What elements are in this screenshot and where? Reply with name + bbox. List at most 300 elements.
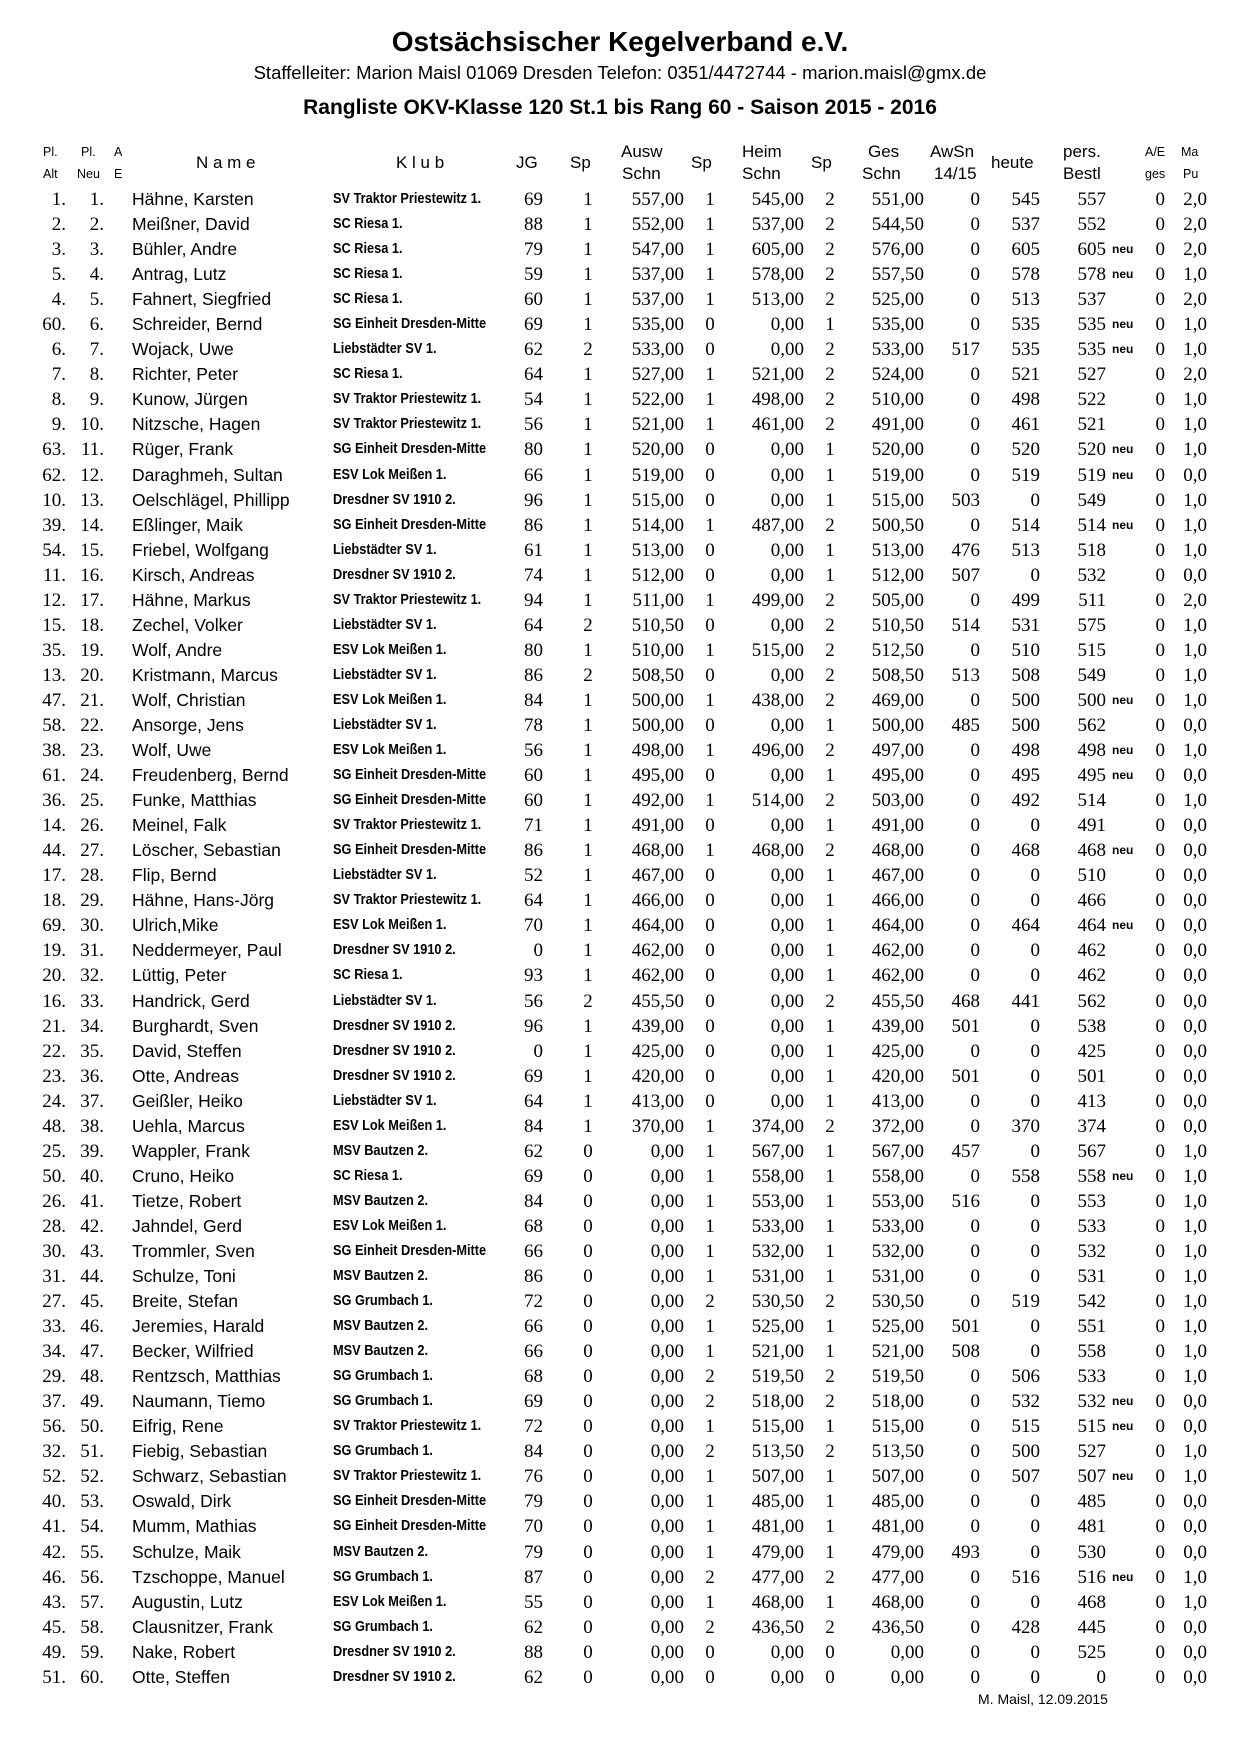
cell-heute: 0 — [1030, 1065, 1040, 1087]
cell-sp1: 1 — [583, 314, 593, 336]
cell-pl-alt: 51. — [42, 1666, 66, 1688]
cell-klub: SG Einheit Dresden-Mitte — [333, 1242, 487, 1259]
cell-mapu: 2,0 — [1183, 289, 1207, 311]
cell-ausw: 467,00 — [631, 865, 684, 887]
col-name: N a m e — [196, 153, 256, 172]
cell-klub: Liebstädter SV 1. — [333, 541, 437, 558]
cell-ges: 535,00 — [871, 314, 924, 336]
cell-aeges: 0 — [1155, 1090, 1165, 1112]
cell-name: Flip, Bernd — [132, 865, 217, 886]
table-row — [0, 187, 1240, 212]
cell-ausw: 500,00 — [631, 714, 684, 736]
cell-pl-alt: 47. — [42, 689, 66, 711]
cell-klub: Dresdner SV 1910 2. — [333, 1668, 456, 1685]
cell-name: Tietze, Robert — [132, 1190, 242, 1211]
cell-sp2: 1 — [705, 1466, 715, 1488]
cell-pl-alt: 6. — [51, 339, 66, 361]
cell-sp2: 1 — [705, 790, 715, 812]
cell-pl-alt: 60. — [42, 314, 66, 336]
cell-ges: 567,00 — [871, 1140, 924, 1162]
cell-jg: 69 — [524, 1065, 543, 1087]
cell-ges: 553,00 — [871, 1190, 924, 1212]
cell-pers: 532 — [1077, 564, 1106, 586]
cell-aeges: 0 — [1155, 1190, 1165, 1212]
cell-ges: 477,00 — [871, 1566, 924, 1588]
cell-sp1: 1 — [583, 890, 593, 912]
cell-klub: SC Riesa 1. — [333, 291, 403, 308]
cell-pl-neu: 30. — [80, 915, 104, 937]
cell-sp3: 2 — [825, 1441, 835, 1463]
cell-pers: 500 — [1077, 689, 1106, 711]
cell-ausw: 0,00 — [650, 1391, 684, 1413]
cell-ges: 467,00 — [871, 865, 924, 887]
table-row — [0, 613, 1240, 638]
cell-name: Becker, Wilfried — [132, 1341, 254, 1362]
cell-klub: SC Riesa 1. — [333, 266, 403, 283]
cell-name: Cruno, Heiko — [132, 1165, 235, 1186]
cell-klub: Liebstädter SV 1. — [333, 1092, 437, 1109]
col-ges-2: Schn — [862, 164, 901, 183]
cell-aeges: 0 — [1155, 1266, 1165, 1288]
cell-heim: 578,00 — [751, 264, 804, 286]
cell-klub: ESV Lok Meißen 1. — [333, 466, 447, 483]
cell-sp2: 1 — [705, 389, 715, 411]
cell-jg: 61 — [524, 539, 543, 561]
cell-pl-neu: 13. — [80, 489, 104, 511]
cell-name: Augustin, Lutz — [132, 1591, 243, 1612]
cell-jg: 94 — [524, 589, 543, 611]
cell-pers: 533 — [1077, 1366, 1106, 1388]
cell-sp1: 1 — [583, 865, 593, 887]
cell-sp2: 0 — [705, 614, 715, 636]
cell-sp1: 2 — [583, 990, 593, 1012]
cell-ges: 520,00 — [871, 439, 924, 461]
cell-ausw: 0,00 — [650, 1165, 684, 1187]
table-row — [0, 337, 1240, 362]
cell-ges: 518,00 — [871, 1391, 924, 1413]
cell-sp2: 1 — [705, 1266, 715, 1288]
cell-sp1: 1 — [583, 364, 593, 386]
cell-aeges: 0 — [1155, 1165, 1165, 1187]
cell-ges: 495,00 — [871, 765, 924, 787]
cell-heute: 0 — [1030, 1190, 1040, 1212]
cell-heute: 514 — [1011, 514, 1040, 536]
cell-aeges: 0 — [1155, 1341, 1165, 1363]
cell-pers: 557 — [1077, 189, 1106, 210]
cell-heute: 370 — [1011, 1115, 1040, 1137]
cell-mapu: 1,0 — [1183, 664, 1207, 686]
cell-sp2: 0 — [705, 539, 715, 561]
cell-ausw: 0,00 — [650, 1616, 684, 1638]
table-row — [0, 1114, 1240, 1139]
table-row — [0, 588, 1240, 613]
signature-date: M. Maisl, 12.09.2015 — [978, 1691, 1108, 1707]
cell-heute: 506 — [1011, 1366, 1040, 1388]
cell-heute: 0 — [1030, 1240, 1040, 1262]
cell-heim: 533,00 — [751, 1215, 804, 1237]
cell-aeges: 0 — [1155, 639, 1165, 661]
cell-ausw: 537,00 — [631, 289, 684, 311]
cell-pl-neu: 50. — [80, 1416, 104, 1438]
cell-heute: 0 — [1030, 890, 1040, 912]
cell-pers: 511 — [1078, 589, 1106, 611]
cell-name: Jahndel, Gerd — [132, 1215, 242, 1236]
cell-ausw: 439,00 — [631, 1015, 684, 1037]
cell-mapu: 1,0 — [1183, 689, 1207, 711]
cell-ausw: 512,00 — [631, 564, 684, 586]
cell-klub: SG Grumbach 1. — [333, 1443, 433, 1460]
table-row — [0, 1139, 1240, 1164]
cell-klub: SC Riesa 1. — [333, 366, 403, 383]
cell-awsn: 0 — [970, 1416, 980, 1438]
cell-sp3: 2 — [825, 614, 835, 636]
cell-pl-neu: 3. — [89, 239, 104, 261]
cell-sp2: 0 — [705, 1040, 715, 1062]
cell-sp1: 1 — [583, 589, 593, 611]
cell-mapu: 0,0 — [1183, 564, 1207, 586]
cell-klub: SV Traktor Priestewitz 1. — [333, 817, 482, 834]
cell-ges: 525,00 — [871, 289, 924, 311]
cell-sp3: 1 — [825, 1240, 835, 1262]
cell-jg: 66 — [524, 464, 543, 486]
cell-pers: 498 — [1077, 740, 1106, 762]
cell-awsn: 517 — [951, 339, 980, 361]
cell-ges: 510,50 — [871, 614, 924, 636]
cell-pl-neu: 24. — [80, 765, 104, 787]
cell-sp3: 2 — [825, 264, 835, 286]
cell-pl-alt: 10. — [42, 489, 66, 511]
cell-name: Freudenberg, Bernd — [132, 765, 289, 786]
cell-pl-neu: 38. — [80, 1115, 104, 1137]
cell-heute: 545 — [1011, 189, 1040, 210]
cell-awsn: 0 — [970, 514, 980, 536]
cell-ges: 505,00 — [871, 589, 924, 611]
cell-name: Lüttig, Peter — [132, 965, 227, 986]
cell-ausw: 537,00 — [631, 264, 684, 286]
cell-aeges: 0 — [1155, 464, 1165, 486]
cell-sp1: 0 — [583, 1591, 593, 1613]
cell-pers: 558 — [1077, 1341, 1106, 1363]
cell-awsn: 0 — [970, 965, 980, 987]
cell-heim: 0,00 — [770, 815, 804, 837]
col-sp3: Sp — [811, 153, 832, 172]
cell-ausw: 0,00 — [650, 1140, 684, 1162]
table-row — [0, 362, 1240, 387]
cell-aeges: 0 — [1155, 990, 1165, 1012]
cell-pers: 521 — [1077, 414, 1106, 436]
cell-heute: 0 — [1030, 1591, 1040, 1613]
cell-mapu: 1,0 — [1183, 1165, 1207, 1187]
cell-sp1: 1 — [583, 765, 593, 787]
cell-pl-neu: 14. — [80, 514, 104, 536]
cell-aeges: 0 — [1155, 1040, 1165, 1062]
cell-pl-neu: 42. — [80, 1215, 104, 1237]
cell-pers: 532 — [1077, 1240, 1106, 1262]
cell-name: Wolf, Uwe — [132, 740, 212, 761]
cell-pers: 510 — [1077, 865, 1106, 887]
cell-aeges: 0 — [1155, 1666, 1165, 1688]
cell-pers: 535 — [1077, 314, 1106, 336]
cell-pers: 535 — [1077, 339, 1106, 361]
cell-sp3: 2 — [825, 189, 835, 210]
cell-mapu: 1,0 — [1183, 1240, 1207, 1262]
cell-aeges: 0 — [1155, 740, 1165, 762]
cell-aeges: 0 — [1155, 214, 1165, 236]
cell-pl-neu: 57. — [80, 1591, 104, 1613]
cell-mapu: 2,0 — [1183, 239, 1207, 261]
cell-klub: SC Riesa 1. — [333, 241, 403, 258]
cell-pers: 532 — [1077, 1391, 1106, 1413]
cell-heim: 515,00 — [751, 639, 804, 661]
cell-mapu: 1,0 — [1183, 414, 1207, 436]
cell-ausw: 0,00 — [650, 1666, 684, 1688]
cell-mapu: 1,0 — [1183, 1316, 1207, 1338]
cell-ausw: 557,00 — [631, 189, 684, 210]
cell-ges: 512,50 — [871, 639, 924, 661]
cell-heim: 0,00 — [770, 1040, 804, 1062]
cell-jg: 66 — [524, 1341, 543, 1363]
cell-heim: 481,00 — [751, 1516, 804, 1538]
table-row — [0, 1189, 1240, 1214]
col-pl-alt-2: Alt — [43, 167, 58, 181]
cell-awsn: 485 — [951, 714, 980, 736]
table-row — [0, 1540, 1240, 1565]
cell-sp3: 1 — [825, 1591, 835, 1613]
col-ges-1: Ges — [868, 142, 900, 161]
cell-pers: 549 — [1077, 664, 1106, 686]
cell-neu: neu — [1112, 317, 1134, 332]
cell-awsn: 0 — [970, 589, 980, 611]
cell-pl-neu: 9. — [89, 389, 104, 411]
table-row — [0, 1339, 1240, 1364]
cell-pl-alt: 27. — [42, 1291, 66, 1313]
table-row — [0, 713, 1240, 738]
cell-sp3: 0 — [825, 1666, 835, 1688]
cell-mapu: 1,0 — [1183, 439, 1207, 461]
cell-mapu: 0,0 — [1183, 840, 1207, 862]
cell-ges: 513,00 — [871, 539, 924, 561]
cell-heute: 515 — [1011, 1416, 1040, 1438]
cell-sp2: 0 — [705, 940, 715, 962]
cell-mapu: 1,0 — [1183, 639, 1207, 661]
cell-ausw: 0,00 — [650, 1215, 684, 1237]
cell-heute: 0 — [1030, 1316, 1040, 1338]
cell-heim: 0,00 — [770, 1666, 804, 1688]
cell-heute: 500 — [1011, 1441, 1040, 1463]
cell-ausw: 0,00 — [650, 1366, 684, 1388]
cell-klub: Liebstädter SV 1. — [333, 716, 437, 733]
cell-pers: 516 — [1077, 1566, 1106, 1588]
cell-klub: SG Einheit Dresden-Mitte — [333, 1493, 487, 1510]
cell-pl-alt: 22. — [42, 1040, 66, 1062]
cell-jg: 74 — [524, 564, 543, 586]
cell-name: Meinel, Falk — [132, 815, 227, 836]
cell-heim: 479,00 — [751, 1541, 804, 1563]
cell-pers: 533 — [1077, 1215, 1106, 1237]
cell-aeges: 0 — [1155, 439, 1165, 461]
cell-aeges: 0 — [1155, 389, 1165, 411]
col-pl-neu-1: Pl. — [81, 145, 96, 159]
cell-sp1: 1 — [583, 965, 593, 987]
cell-heute: 492 — [1011, 790, 1040, 812]
cell-ausw: 466,00 — [631, 890, 684, 912]
cell-jg: 64 — [524, 890, 543, 912]
cell-ges: 491,00 — [871, 414, 924, 436]
col-heute: heute — [991, 153, 1034, 172]
cell-sp3: 1 — [825, 1466, 835, 1488]
table-row — [0, 212, 1240, 237]
cell-pl-alt: 14. — [42, 815, 66, 837]
cell-neu: neu — [1112, 517, 1134, 532]
cell-ausw: 514,00 — [631, 514, 684, 536]
cell-heim: 507,00 — [751, 1466, 804, 1488]
cell-ausw: 520,00 — [631, 439, 684, 461]
cell-neu: neu — [1112, 1469, 1134, 1484]
cell-klub: ESV Lok Meißen 1. — [333, 691, 447, 708]
cell-awsn: 507 — [951, 564, 980, 586]
col-pl-neu-2: Neu — [77, 167, 100, 181]
cell-name: Schreider, Bernd — [132, 314, 263, 335]
cell-sp2: 0 — [705, 664, 715, 686]
cell-pl-alt: 41. — [42, 1516, 66, 1538]
cell-pl-alt: 54. — [42, 539, 66, 561]
cell-pl-neu: 23. — [80, 740, 104, 762]
cell-heim: 513,00 — [751, 289, 804, 311]
cell-pl-neu: 51. — [80, 1441, 104, 1463]
cell-mapu: 0,0 — [1183, 765, 1207, 787]
cell-pl-neu: 1. — [89, 189, 104, 210]
cell-aeges: 0 — [1155, 1065, 1165, 1087]
cell-heim: 468,00 — [751, 840, 804, 862]
cell-ausw: 0,00 — [650, 1240, 684, 1262]
cell-sp3: 1 — [825, 1491, 835, 1513]
cell-name: Fahnert, Siegfried — [132, 289, 272, 310]
cell-pl-alt: 45. — [42, 1616, 66, 1638]
cell-neu: neu — [1112, 1569, 1134, 1584]
cell-pl-alt: 69. — [42, 915, 66, 937]
col-pl-alt-1: Pl. — [43, 145, 58, 159]
cell-jg: 0 — [533, 1040, 543, 1062]
cell-klub: Liebstädter SV 1. — [333, 992, 437, 1009]
cell-ausw: 515,00 — [631, 489, 684, 511]
cell-sp3: 1 — [825, 765, 835, 787]
cell-jg: 72 — [524, 1416, 543, 1438]
table-row — [0, 1164, 1240, 1189]
cell-ges: 533,00 — [871, 1215, 924, 1237]
cell-aeges: 0 — [1155, 189, 1165, 210]
cell-heute: 0 — [1030, 489, 1040, 511]
cell-pl-alt: 9. — [51, 414, 66, 436]
cell-name: Ansorge, Jens — [132, 714, 244, 735]
cell-mapu: 0,0 — [1183, 1015, 1207, 1037]
cell-pl-neu: 48. — [80, 1366, 104, 1388]
cell-ges: 507,00 — [871, 1466, 924, 1488]
cell-pl-alt: 11. — [42, 564, 66, 586]
cell-pers: 514 — [1077, 514, 1106, 536]
cell-pl-alt: 4. — [51, 289, 66, 311]
cell-heim: 0,00 — [770, 464, 804, 486]
table-row — [0, 763, 1240, 788]
cell-pl-alt: 39. — [42, 514, 66, 536]
cell-heute: 520 — [1011, 439, 1040, 461]
table-row — [0, 663, 1240, 688]
cell-sp2: 1 — [705, 1316, 715, 1338]
cell-sp1: 0 — [583, 1466, 593, 1488]
cell-pers: 552 — [1077, 214, 1106, 236]
cell-sp1: 2 — [583, 664, 593, 686]
cell-ges: 420,00 — [871, 1065, 924, 1087]
cell-sp2: 0 — [705, 815, 715, 837]
cell-aeges: 0 — [1155, 714, 1165, 736]
cell-jg: 86 — [524, 840, 543, 862]
cell-awsn: 0 — [970, 790, 980, 812]
cell-heim: 0,00 — [770, 1090, 804, 1112]
cell-aeges: 0 — [1155, 890, 1165, 912]
cell-ausw: 468,00 — [631, 840, 684, 862]
cell-pl-neu: 47. — [80, 1341, 104, 1363]
cell-pl-alt: 1. — [51, 189, 66, 210]
cell-ausw: 0,00 — [650, 1466, 684, 1488]
cell-sp3: 1 — [825, 564, 835, 586]
cell-pl-alt: 16. — [42, 990, 66, 1012]
cell-pl-alt: 13. — [42, 664, 66, 686]
cell-pers: 491 — [1077, 815, 1106, 837]
cell-sp2: 1 — [705, 1165, 715, 1187]
cell-sp3: 1 — [825, 890, 835, 912]
cell-pl-alt: 28. — [42, 1215, 66, 1237]
cell-name: Kristmann, Marcus — [132, 664, 278, 685]
cell-pl-alt: 52. — [42, 1466, 66, 1488]
cell-sp1: 0 — [583, 1165, 593, 1187]
cell-sp1: 0 — [583, 1316, 593, 1338]
cell-name: Wolf, Christian — [132, 689, 246, 710]
cell-pl-neu: 2. — [89, 214, 104, 236]
cell-heute: 0 — [1030, 1516, 1040, 1538]
table-row — [0, 1615, 1240, 1640]
cell-name: Friebel, Wolfgang — [132, 539, 269, 560]
cell-pl-alt: 62. — [42, 464, 66, 486]
cell-aeges: 0 — [1155, 414, 1165, 436]
cell-jg: 62 — [524, 339, 543, 361]
cell-awsn: 0 — [970, 1165, 980, 1187]
cell-aeges: 0 — [1155, 1566, 1165, 1588]
cell-sp1: 1 — [583, 214, 593, 236]
table-row — [0, 963, 1240, 988]
table-row — [0, 1214, 1240, 1239]
cell-name: Jeremies, Harald — [132, 1316, 265, 1337]
document-title: Ostsächsischer Kegelverband e.V. — [391, 26, 849, 57]
column-header — [0, 141, 1240, 187]
cell-pl-neu: 29. — [80, 890, 104, 912]
cell-pl-alt: 61. — [42, 765, 66, 787]
table-row — [0, 1439, 1240, 1464]
cell-aeges: 0 — [1155, 1641, 1165, 1663]
cell-sp3: 1 — [825, 1165, 835, 1187]
cell-pl-neu: 31. — [80, 940, 104, 962]
cell-name: Rentzsch, Matthias — [132, 1366, 281, 1387]
cell-ges: 479,00 — [871, 1541, 924, 1563]
cell-neu: neu — [1112, 467, 1134, 482]
cell-aeges: 0 — [1155, 564, 1165, 586]
cell-ausw: 492,00 — [631, 790, 684, 812]
cell-sp3: 2 — [825, 414, 835, 436]
cell-heim: 553,00 — [751, 1190, 804, 1212]
cell-ausw: 0,00 — [650, 1641, 684, 1663]
cell-name: Hähne, Karsten — [132, 189, 254, 209]
cell-sp3: 1 — [825, 1215, 835, 1237]
cell-jg: 60 — [524, 765, 543, 787]
cell-ausw: 495,00 — [631, 765, 684, 787]
